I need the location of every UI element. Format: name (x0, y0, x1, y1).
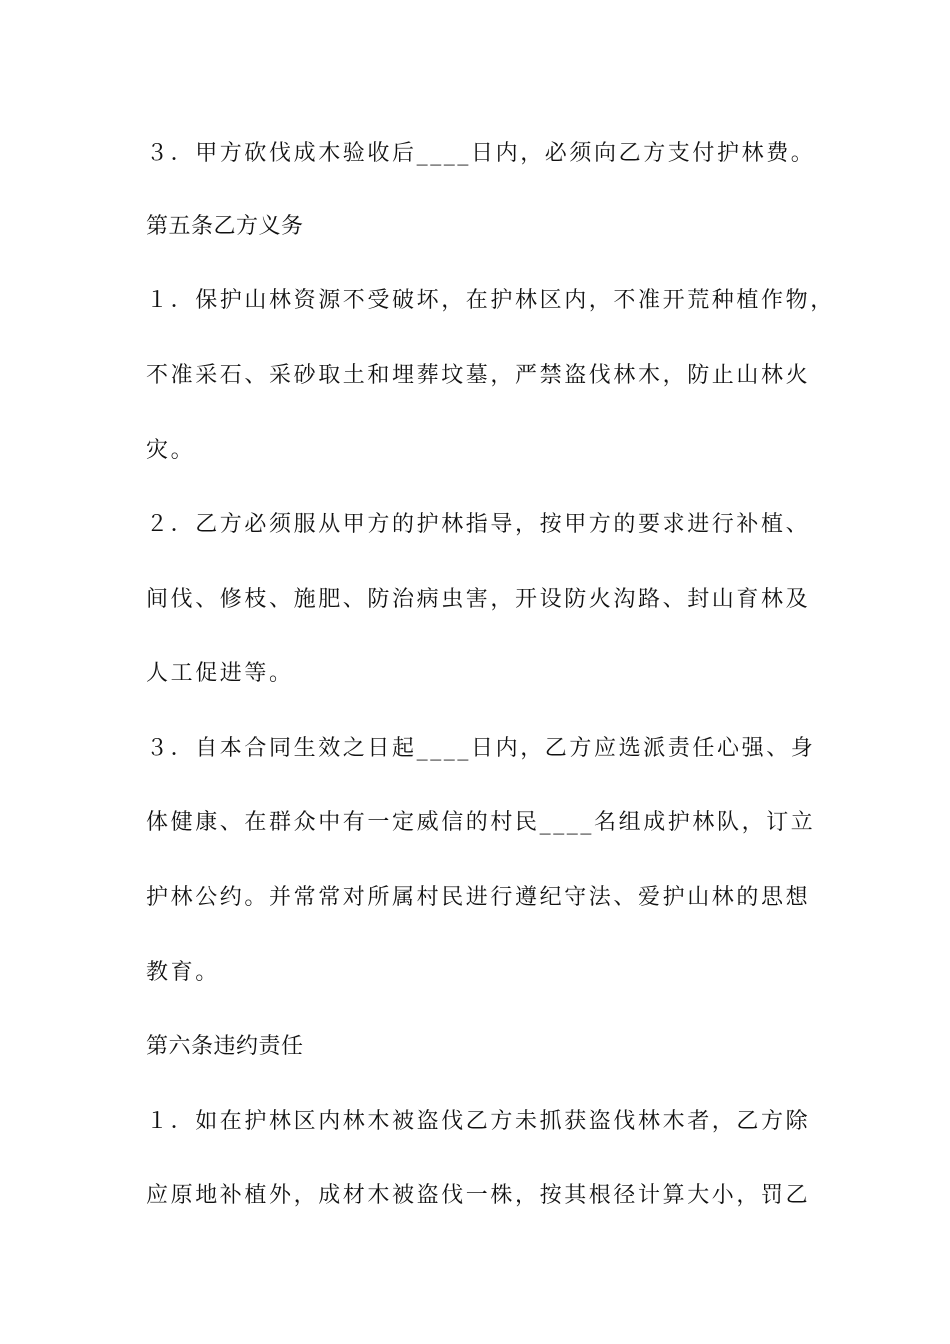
clause-5-3-line-1: ３．自本合同生效之日起____日内，乙方应选派责任心强、身 (146, 736, 816, 761)
clause-6-1-line-1: １．如在护林区内林木被盗伐乙方未抓获盗伐林木者，乙方除 (146, 1109, 811, 1134)
clause-5-3-line-3: 护林公约。并常常对所属村民进行遵纪守法、爱护山林的思想 (146, 885, 811, 910)
clause-5-1-line-3: 灾。 (146, 438, 196, 463)
clause-5-3-line-2: 体健康、在群众中有一定威信的村民____名组成护林队，订立 (146, 810, 816, 835)
clause-5-3-line-4: 教育。 (146, 960, 220, 985)
article-5-heading: 第五条乙方义务 (146, 214, 304, 239)
article-6-heading: 第六条违约责任 (146, 1034, 304, 1059)
clause-5-1-line-1: １．保护山林资源不受破坏，在护林区内，不准开荒种植作物， (146, 288, 835, 313)
clause-5-2-line-1: ２．乙方必须服从甲方的护林指导，按甲方的要求进行补植、 (146, 512, 811, 537)
clause-4-3-line: ３．甲方砍伐成木验收后____日内，必须向乙方支付护林费。 (146, 141, 816, 166)
clause-6-1-line-2: 应原地补植外，成材木被盗伐一株，按其根径计算大小，罚乙 (146, 1183, 811, 1208)
clause-5-1-line-2: 不准采石、采砂取土和埋葬坟墓，严禁盗伐林木，防止山林火 (146, 363, 811, 388)
clause-5-2-line-3: 人工促进等。 (146, 661, 294, 686)
clause-5-2-line-2: 间伐、修枝、施肥、防治病虫害，开设防火沟路、封山育林及 (146, 587, 811, 612)
